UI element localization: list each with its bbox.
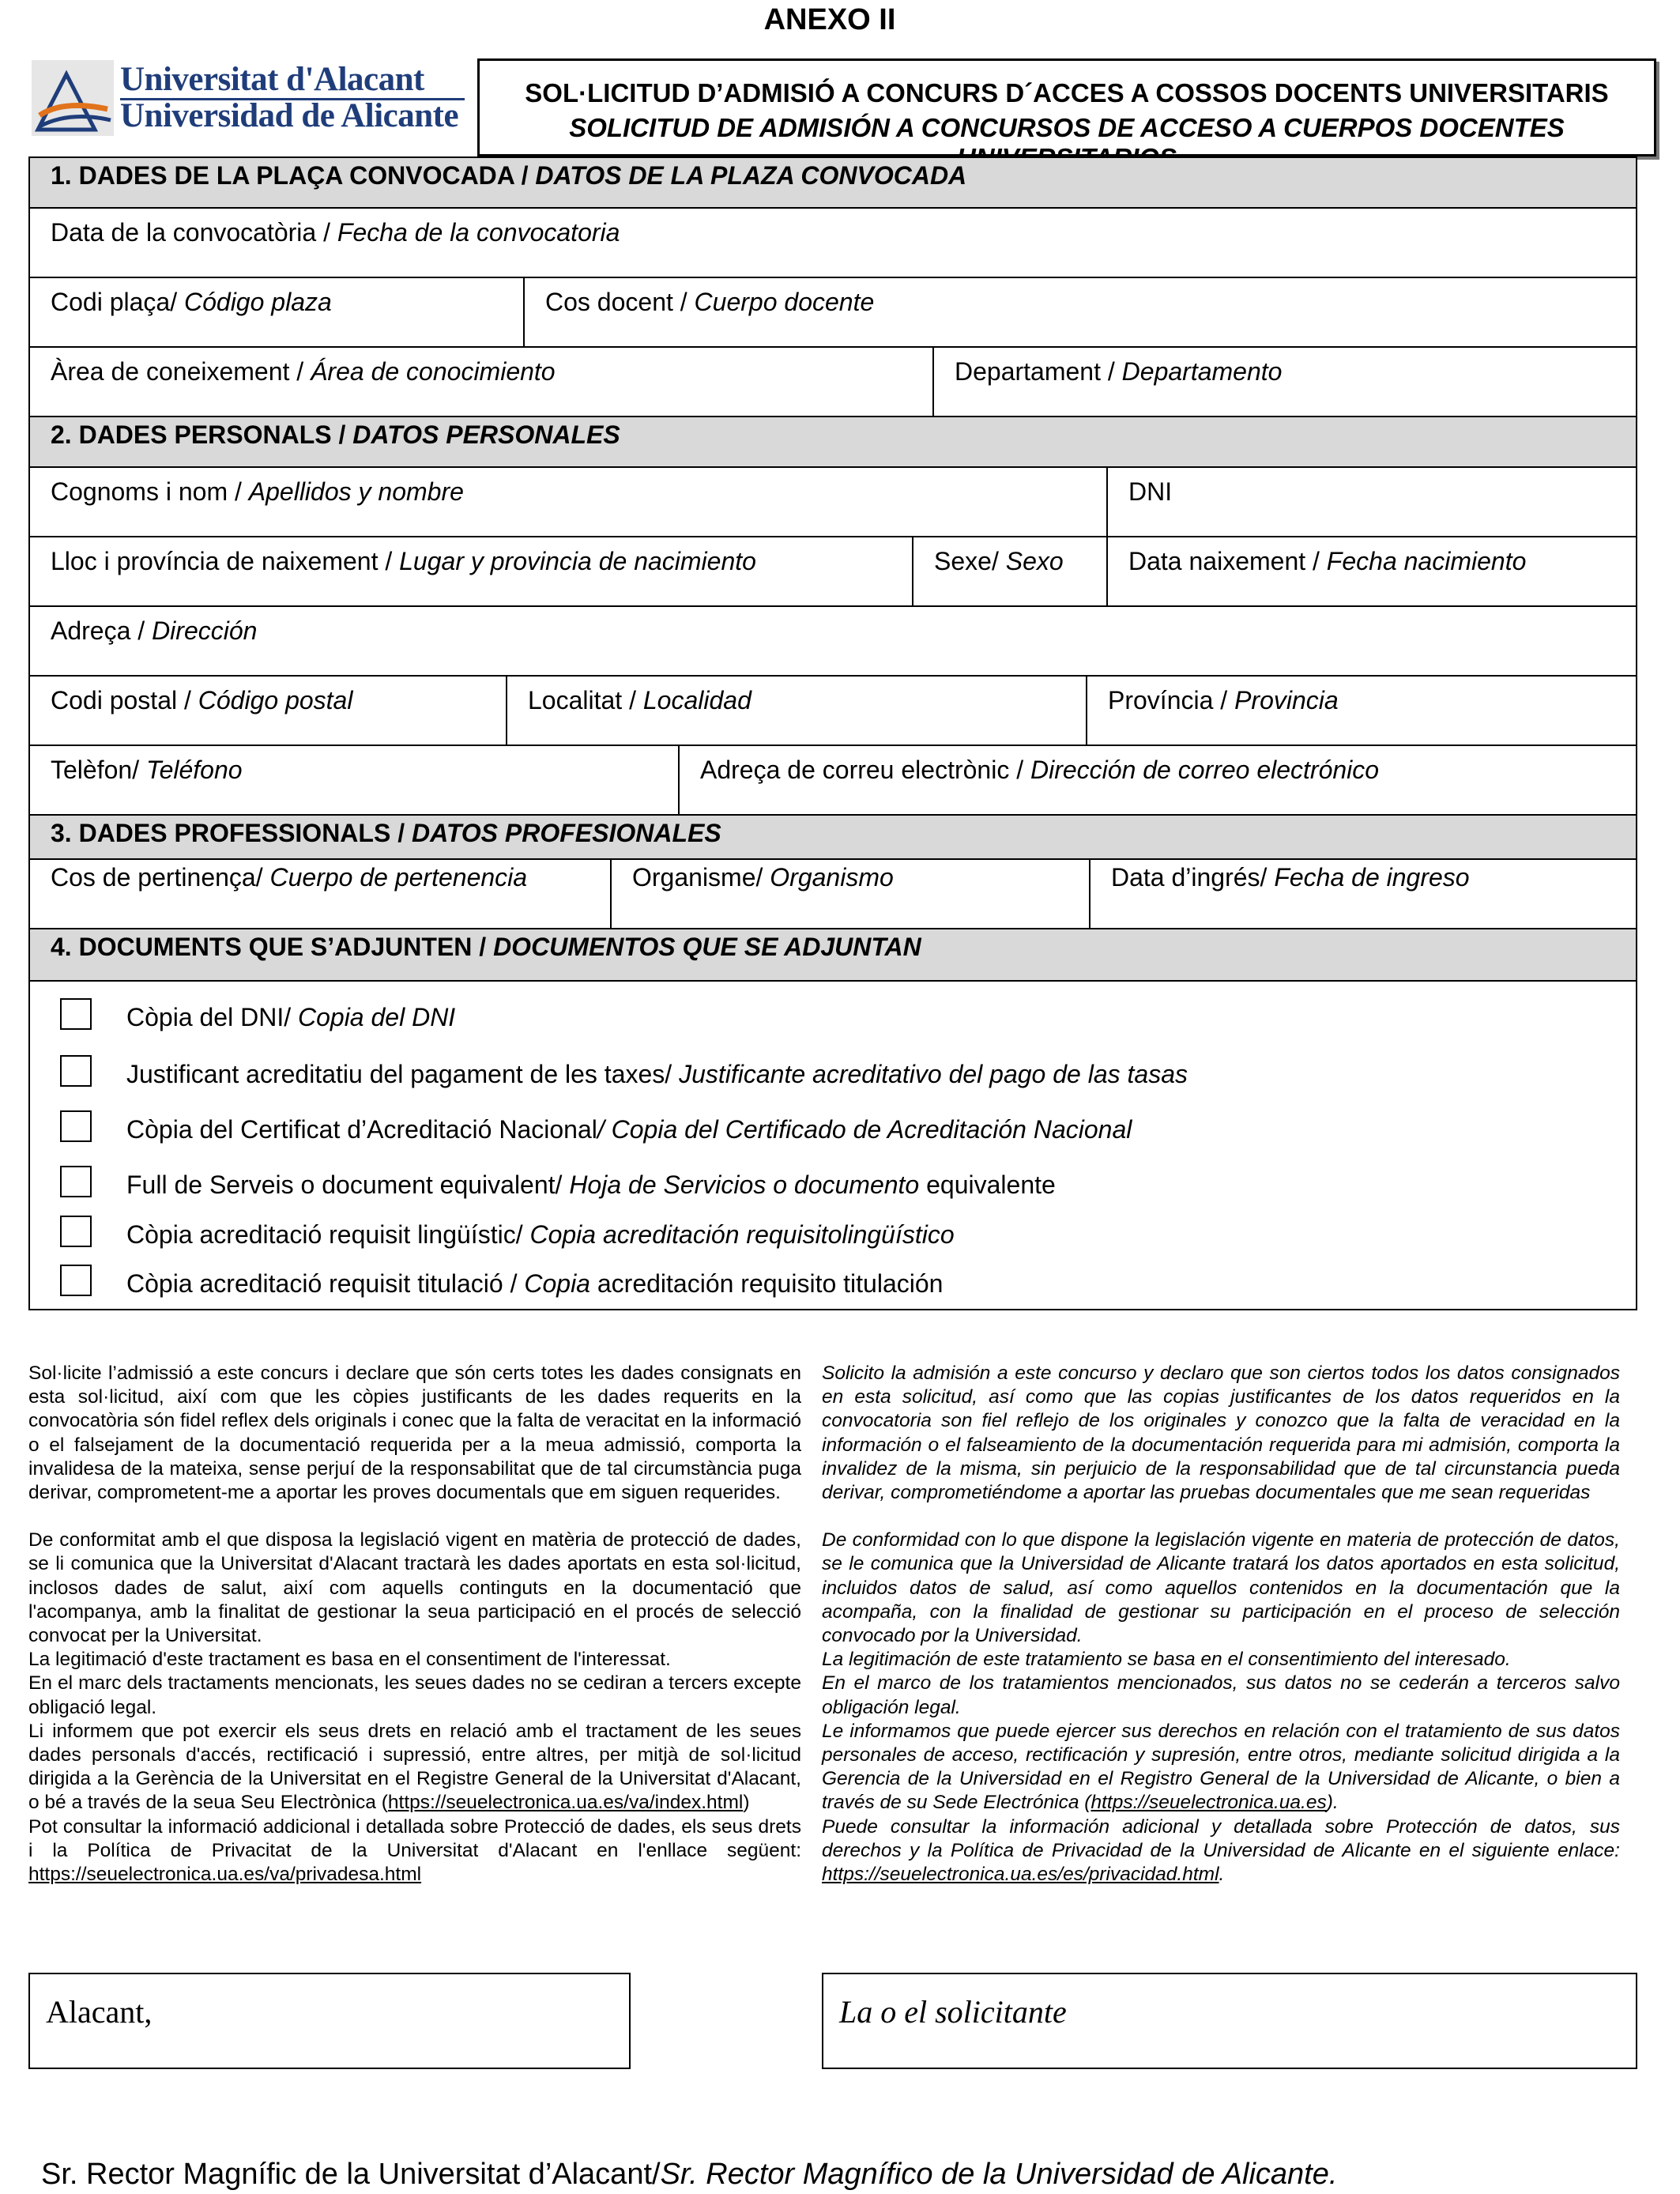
section-4-header [30, 929, 1636, 982]
provincia-field[interactable]: Província / Provincia [1086, 677, 1636, 745]
lugar-nacimiento-field[interactable]: Lloc i província de naixement / Lugar y provincia de nacimiento [51, 547, 756, 575]
privacy-paragraph: La legitimación de este tratamiento se basa en el consentimiento del interesado. [822, 1649, 1511, 1671]
privacy-paragraph: En el marc dels tractaments mencionats, les seues dades no se cediran a tercers excepte obligació legal. [28, 1672, 801, 1718]
fecha-convocatoria-field[interactable]: Data de la convocatòria / Fecha de la convocatoria [51, 218, 620, 247]
seu-electronica-link[interactable]: https://seuelectronica.ua.es/va/index.html [387, 1792, 744, 1814]
section-2-title: 2. DADES PERSONALS / DATOS PERSONALES [51, 420, 620, 449]
telefono-field[interactable]: Telèfon/ Teléfono [51, 756, 243, 784]
privacy-paragraph: Li informem que pot exercir els seus drets en relació amb el tractament de les seues dades personals d'accés, rectificació i supressió, entre altres, per mitjà de sol·licitud dirigida a la Gerència de la Universitat en el Registre General de la Universitat d'Alacant, o bé a través de la seua Seu Electrònica (https://seuelectronica.ua.es/va/index.html) [28, 1720, 801, 1814]
direccion-field[interactable]: Adreça / Dirección [51, 616, 258, 645]
checkbox[interactable] [60, 998, 92, 1030]
section-3-header [30, 816, 1636, 860]
form-title-spanish: SOLICITUD DE ADMISIÓN A CONCURSOS DE ACCESO A CUERPOS DOCENTES [569, 113, 1565, 142]
document-label: Justificant acreditatiu del pagament de les taxes/ Justificante acreditativo del pago de las tasas [126, 1060, 1188, 1088]
section-2-header [30, 417, 1636, 468]
privacy-paragraph: Pot consultar la informació addicional i detallada sobre Protecció de dades, els seus drets i la Política de Privacitat de la Universitat d'Alacant en l'enllace següent: https://seuelectronica.ua.es/va/privadesa.html [28, 1815, 801, 1886]
localidad-field[interactable]: Localitat / Localidad [506, 677, 1086, 745]
legal-text-valencian [28, 1362, 801, 1887]
row-convocatoria [30, 209, 1636, 278]
form-title-valencian: SOL·LICITUD D’ADMISIÓ A CONCURS D´ACCES A COSSOS DOCENTS UNIVERSITARIS [525, 78, 1609, 107]
logo-text-spanish: Universidad de Alicante [120, 97, 459, 134]
email-field[interactable]: Adreça de correu electrònic / Dirección de correo electrónico [678, 746, 1636, 814]
declaration-valencian: Sol·licite l’admissió a este concurs i declare que són certs totes les dades consignats en esta sol·licitud, així com que les còpies justificants de les dades requerits en la convocatòria són fidel reflex dels originals i conec que la falta de veracitat en la informació o el falsejament de la documentació requerida per a la meua admissió, comporta la invalidesa de la mateixa, sense perjuí de la responsabilitat que de tal circumstància puga derivar, comprometent-me a aportar les proves documentals que em siguen requerides. [28, 1363, 801, 1504]
fecha-ingreso-field[interactable]: Data d’ingrés/ Fecha de ingreso [1089, 860, 1636, 928]
row-contacto [30, 746, 1636, 816]
logo-text-valencian: Universitat d'Alacant [120, 61, 424, 98]
document-label: Full de Serveis o document equivalent/ Hoja de Servicios o documento equivalente [126, 1171, 1056, 1199]
document-label: Còpia del Certificat d’Acreditació Nacional/ Copia del Certificado de Acreditación Nacional [126, 1115, 1132, 1144]
section-4-title: 4. DOCUMENTS QUE S’ADJUNTEN / DOCUMENTOS QUE SE ADJUNTAN [51, 933, 921, 961]
section-1-title: 1. DADES DE LA PLAÇA CONVOCADA / DATOS DE LA PLAZA CONVOCADA [51, 161, 967, 190]
departamento-field[interactable]: Departament / Departamento [932, 348, 1636, 416]
checkbox[interactable] [60, 1166, 92, 1197]
row-area [30, 348, 1636, 417]
checkbox[interactable] [60, 1055, 92, 1087]
row-nombre [30, 468, 1636, 537]
row-profesional [30, 860, 1636, 929]
privacidad-link[interactable]: https://seuelectronica.ua.es/es/privacidad.html [822, 1864, 1219, 1886]
privacy-paragraph: De conformitat amb el que disposa la legislació vigent en matèria de protecció de dades, se li comunica que la Universitat d'Alacant tractarà les dades aportats en esta sol·licitud, inclosos dades de salut, així com aquells continguts en la documentació que l'acompanya, amb la finalitat de gestionar la seua participació en el procés de selecció convocat per la Universitat. [28, 1529, 801, 1647]
fecha-nacimiento-field[interactable]: Data naixement / Fecha nacimiento [1106, 537, 1636, 605]
checkbox[interactable] [60, 1216, 92, 1247]
row-localidad [30, 677, 1636, 746]
legal-text-spanish [822, 1362, 1620, 1887]
document-label: Còpia acreditació requisit titulació / Copia acreditación requisito titulación [126, 1269, 944, 1298]
applicant-signature-field[interactable]: La o el solicitante [822, 1973, 1637, 2069]
codigo-postal-field[interactable]: Codi postal / Código postal [51, 686, 353, 714]
row-direccion [30, 607, 1636, 677]
annex-title: ANEXO II [763, 3, 896, 36]
privacy-paragraph: Puede consultar la información adicional y detallada sobre Protección de datos, sus derechos y la Política de Privacidad de la Universidad de Alicante en el siguiente enlace: https://seuelectronica.ua.es/es/privacidad.html. [822, 1815, 1620, 1886]
checkbox[interactable] [60, 1265, 92, 1296]
privacy-paragraph: En el marco de los tratamientos mencionados, sus datos no se cederán a terceros salvo obligación legal. [822, 1672, 1620, 1718]
privacy-paragraph: De conformidad con lo que dispone la legislación vigente en materia de protección de datos, se le comunica que la Universidad de Alicante tratará los datos aportados en esta solicitud, incluidos datos de salud, así como aquellos contenidos en la documentación que la acompaña, con la finalidad de gestionar su participación en el proceso de selección convocado por la Universidad. [822, 1529, 1620, 1647]
addressee-footer: Sr. Rector Magnífic de la Universitat d’Alacant/Sr. Rector Magnífico de la Universidad de Alicante. [41, 2158, 1338, 2191]
place-date-field[interactable]: Alacant, [28, 1973, 631, 2069]
sexo-field[interactable]: Sexe/ Sexo [912, 537, 1106, 605]
privacy-policy-link[interactable]: https://seuelectronica.ua.es/va/privadesa.html [28, 1864, 422, 1886]
form-title-box [477, 58, 1656, 156]
dni-field[interactable]: DNI [1106, 468, 1636, 536]
section-3-title: 3. DADES PROFESSIONALS / DATOS PROFESIONALES [51, 819, 721, 847]
row-plaza [30, 278, 1636, 348]
codigo-plaza-field[interactable]: Codi plaça/ Código plaza [51, 288, 332, 316]
university-emblem-icon [32, 60, 114, 136]
section-1-header [30, 158, 1636, 209]
cuerpo-docente-field[interactable]: Cos docent / Cuerpo docente [523, 278, 1636, 346]
document-label: Còpia acreditació requisit lingüístic/ Copia acreditación requisitolingüístico [126, 1220, 955, 1249]
row-nacimiento [30, 537, 1636, 607]
apellidos-nombre-field[interactable]: Cognoms i nom / Apellidos y nombre [51, 477, 464, 506]
area-conocimiento-field[interactable]: Àrea de coneixement / Área de conocimiento [51, 357, 556, 386]
privacy-paragraph: Le informamos que puede ejercer sus derechos en relación con el tratamiento de sus datos personales de acceso, rectificación y supresión, entre otros, mediante solicitud dirigida a la Gerencia de la Universidad en el Registro General de la Universidad de Alicante, o bien a través de su Sede Electrónica (https://seuelectronica.ua.es). [822, 1720, 1620, 1814]
organismo-field[interactable]: Organisme/ Organismo [610, 860, 1089, 928]
document-label: Còpia del DNI/ Copia del DNI [126, 1003, 456, 1031]
privacy-paragraph: La legitimació d'este tractament es basa en el consentiment de l'interessat. [28, 1649, 671, 1671]
university-logo [32, 60, 465, 136]
sede-electronica-link[interactable]: https://seuelectronica.ua.es [1090, 1792, 1327, 1814]
application-form [28, 156, 1637, 1310]
declaration-spanish: Solicito la admisión a este concurso y declaro que son ciertos todos los datos consignados en esta solicitud, así como que las copias justificantes de los datos requeridos en la convocatoria son fiel reflejo de los originales y conozco que la falta de veracidad en la información o el falseamiento de la documentación requerida para mi admisión, comporta la invalidez de la misma, sin perjuicio de la responsabilidad que de tal circunstancia pueda derivar, comprometiéndome a aportar las pruebas documentales que me sean requeridas [822, 1363, 1620, 1504]
checkbox[interactable] [60, 1110, 92, 1142]
cuerpo-pertenencia-field[interactable]: Cos de pertinença/ Cuerpo de pertenencia [51, 863, 528, 892]
